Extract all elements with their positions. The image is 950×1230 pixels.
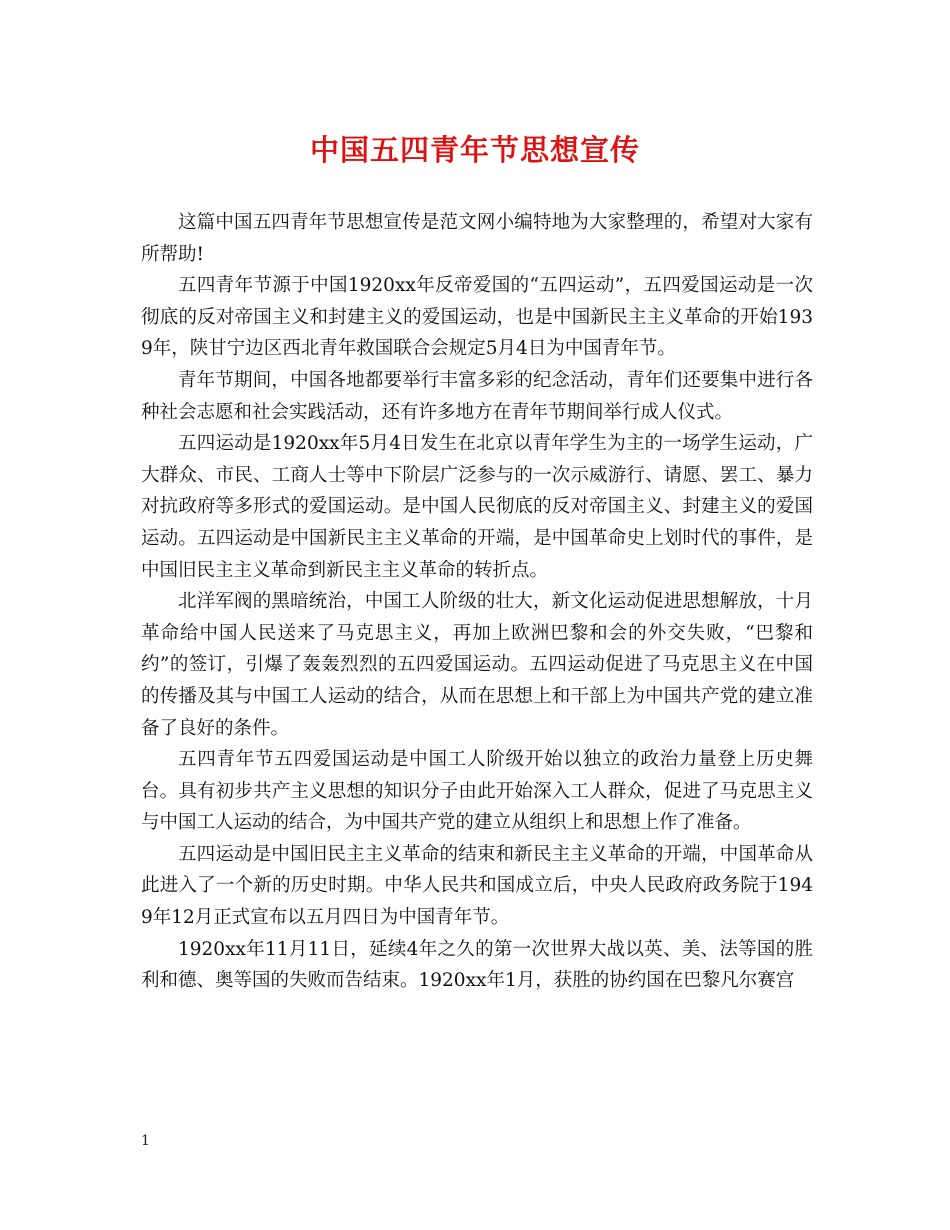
- paragraph-working-class: 五四青年节五四爱国运动是中国工人阶级开始以独立的政治力量登上历史舞台。具有初步共产主义思想的知识分子由此开始深入工人群众，促进了马克思主义与中国工人运动的结合，为中国共产党的建立从组织上和思想上作了准备。: [141, 749, 813, 834]
- paragraph-new-era: 五四运动是中国旧民主主义革命的结束和新民主主义革命的开端，中国革命从此进入了一个新的历史时期。中华人民共和国成立后，中央人民政府政务院于1949年12月正式宣布以五月四日为中国青年节。: [141, 843, 813, 929]
- paragraph-activities: 青年节期间，中国各地都要举行丰富多彩的纪念活动，青年们还要集中进行各种社会志愿和社会实践活动，还有许多地方在青年节期间举行成人仪式。: [141, 369, 813, 423]
- paragraph-intro: 这篇中国五四青年节思想宣传是范文网小编特地为大家整理的，希望对大家有所帮助!: [141, 212, 813, 265]
- document-title: 中国五四青年节思想宣传: [309, 133, 640, 167]
- paragraph-movement: 五四运动是1920xx年5月4日发生在北京以青年学生为主的一场学生运动，广大群众、市民、工商人士等中下阶层广泛参与的一次示威游行、请愿、罢工、暴力对抗政府等多形式的爱国运动。是中国人民彻底的反对帝国主义、封建主义的爱国运动。五四运动是中国新民主主义革命的开端，是中国革命史上划时代的事件，是中国旧民主主义革命到新民主主义革命的转折点。: [141, 433, 813, 581]
- document-body: [141, 207, 813, 997]
- paragraph-origin: 五四青年节源于中国1920xx年反帝爱国的“五四运动”，五四爱国运动是一次彻底的反对帝国主义和封建主义的爱国运动，也是中国新民主主义革命的开始1939年，陕甘宁边区西北青年救国联合会规定5月4日为中国青年节。: [141, 275, 813, 360]
- page-number: 1: [141, 1133, 150, 1149]
- paragraph-background: 北洋军阀的黑暗统治，中国工人阶级的壮大，新文化运动促进思想解放，十月革命给中国人民送来了马克思主义，再加上欧洲巴黎和会的外交失败，“巴黎和约”的签订，引爆了轰轰烈烈的五四爱国运动。五四运动促进了马克思主义在中国的传播及其与中国工人运动的结合，从而在思想上和干部上为中国共产党的建立准备了良好的条件。: [141, 591, 813, 739]
- paragraph-wwi: 1920xx年11月11日，延续4年之久的第一次世界大战以英、美、法等国的胜利和德、奥等国的失败而告结束。1920xx年1月，获胜的协约国在巴黎凡尔赛宫: [141, 938, 813, 992]
